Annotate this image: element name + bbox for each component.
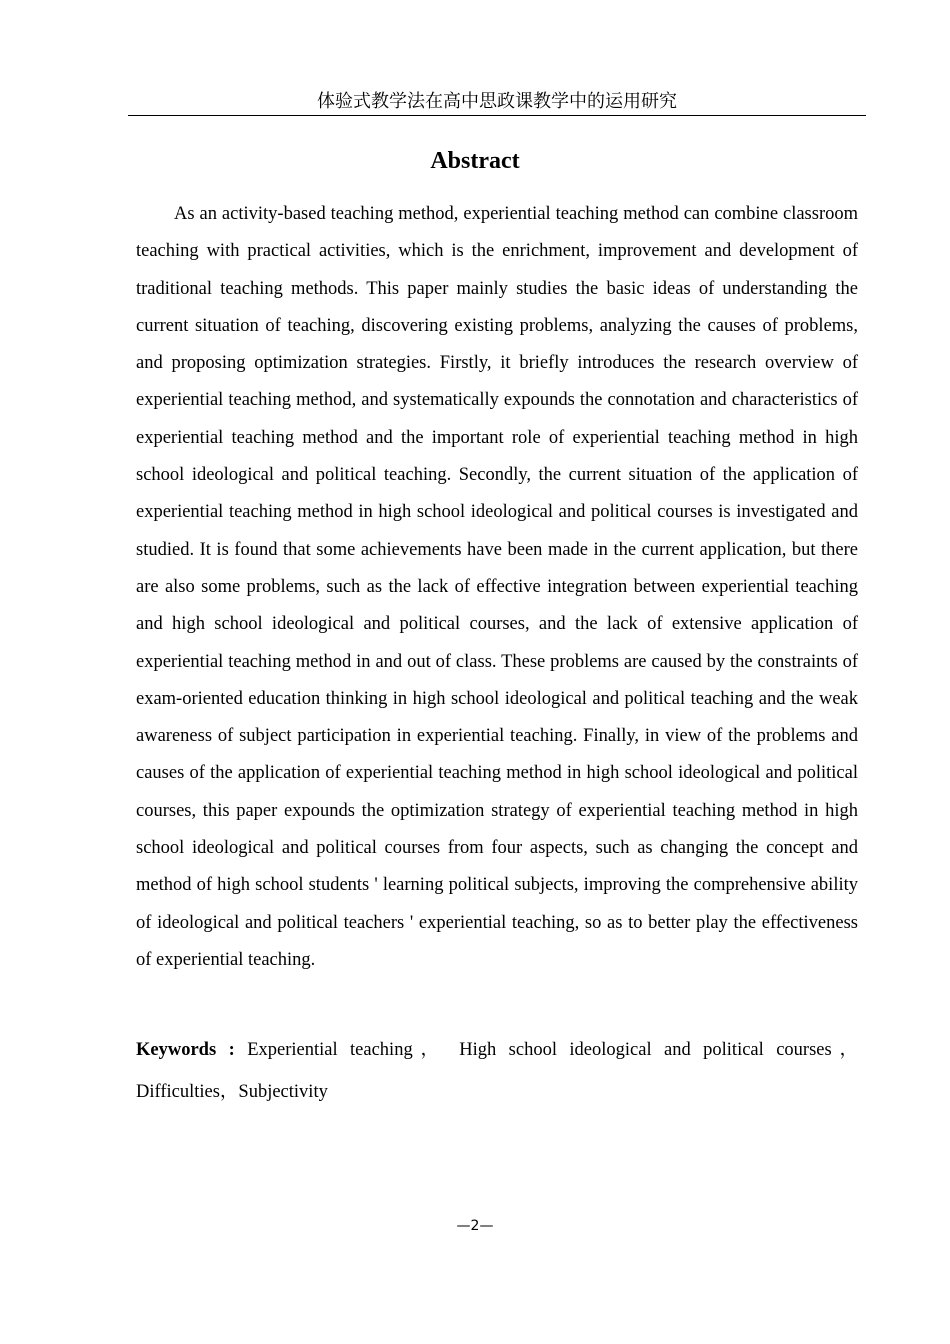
running-header: 体验式教学法在高中思政课教学中的运用研究 — [128, 88, 866, 116]
keywords-value: Experiential teaching， High school ideological and political courses，Difficulties，Subjectivity — [136, 1040, 858, 1102]
abstract-heading: Abstract — [430, 148, 520, 174]
keywords-label: Keywords : — [136, 1040, 235, 1060]
abstract-body: As an activity-based teaching method, experiential teaching method can combine classroom teaching with practical activities, which is the enrichment, improvement and development of traditional teaching methods. This paper mainly studies the basic ideas of understanding the current situation of teaching, discovering existing problems, analyzing the causes of problems, and proposing optimization strategies. Firstly, it briefly introduces the research overview of experiential teaching method, and systematically expounds the connotation and characteristics of experiential teaching method and the important role of experiential teaching method in high school ideological and political teaching. Secondly, the current situation of the application of experiential teaching method in high school ideological and political courses is investigated and studied. It is found that some achievements have been made in the current application, but there are also some problems, such as the lack of effective integration between experiential teaching and high school ideological and political courses, and the lack of extensive application of experiential teaching method in and out of class. These problems are caused by the constraints of exam-oriented education thinking in high school ideological and political teaching and the weak awareness of subject participation in experiential teaching. Finally, in view of the problems and causes of the application of experiential teaching method in high school ideological and political courses, this paper expounds the optimization strategy of experiential teaching method in high school ideological and political courses from four aspects, such as changing the concept and method of high school students ' learning political subjects, improving the comprehensive ability of ideological and political teachers ' experiential teaching, so as to better play the effectiveness of experiential teaching. — [136, 204, 858, 970]
keywords-line — [136, 1029, 858, 1113]
page-number: —2— — [456, 1218, 494, 1234]
